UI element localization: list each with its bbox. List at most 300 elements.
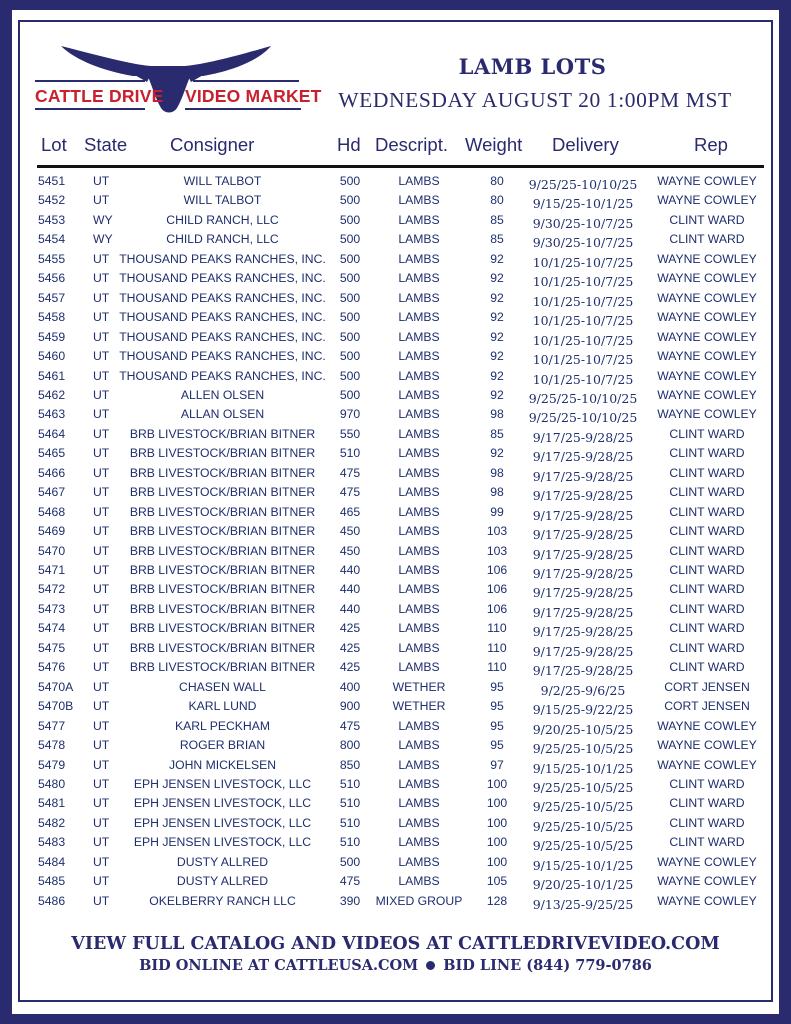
logo-underline-left [35,108,145,110]
description: LAMBS [398,776,440,791]
logo-left-text: CATTLE DRIVE [35,86,164,106]
description: MIXED GROUP [375,893,463,908]
header-delivery: Delivery [552,134,619,155]
rep: CLINT WARD [669,504,745,519]
delivery-window: 9/25/25-10/5/25 [532,779,634,795]
table-row [0,425,791,444]
consigner: CHILD RANCH, LLC [166,212,279,227]
weight: 92 [490,290,504,305]
delivery-window: 9/30/25-10/7/25 [532,215,634,231]
table-row [0,756,791,775]
consigner: WILL TALBOT [183,174,262,188]
table-row [0,658,791,677]
description: WETHER [392,679,446,694]
page-title: LAMB LOTS [458,54,607,79]
rep: CLINT WARD [669,621,745,636]
delivery-window: 10/1/25-10/7/25 [532,352,634,368]
rep: CLINT WARD [669,776,745,791]
description: LAMBS [398,407,440,422]
description: LAMBS [398,601,440,616]
description: LAMBS [398,426,440,441]
state: UT [93,563,110,577]
lot-number: 5454 [38,232,66,247]
lot-number: 5482 [38,815,66,830]
consigner: BRB LIVESTOCK/BRIAN BITNER [129,563,316,577]
head-count: 500 [339,251,361,266]
consigner: THOUSAND PEAKS RANCHES, INC. [119,290,326,305]
head-count: 500 [339,290,361,305]
weight: 92 [490,387,504,402]
delivery-window: 10/1/25-10/7/25 [532,254,634,270]
state: UT [93,251,110,266]
description: LAMBS [398,563,440,577]
logo-rule-right [193,80,299,82]
consigner: EPH JENSEN LIVESTOCK, LLC [133,796,312,811]
table-row [0,580,791,599]
lot-number: 5453 [38,212,66,227]
weight: 100 [486,796,508,811]
rep: CLINT WARD [669,543,745,558]
lot-number: 5486 [38,893,66,908]
head-count: 500 [339,193,361,208]
delivery-window: 9/17/25-9/28/25 [532,663,634,679]
rep: WAYNE COWLEY [657,893,757,908]
table-row [0,386,791,405]
description: LAMBS [398,232,440,247]
state: UT [93,738,110,753]
delivery-window: 10/1/25-10/7/25 [532,371,634,387]
rep: CLINT WARD [669,660,745,675]
rep: WAYNE COWLEY [657,271,757,286]
rep: CLINT WARD [669,212,745,227]
state: UT [93,796,110,811]
rep: CLINT WARD [669,465,745,480]
description: LAMBS [398,174,440,188]
header-lot: Lot [41,134,67,155]
weight: 103 [486,543,508,558]
head-count: 500 [339,310,361,325]
delivery-window: 9/25/25-10/5/25 [532,799,634,815]
state: WY [93,232,113,247]
table-row [0,347,791,366]
delivery-window: 9/2/25-9/6/25 [540,682,626,698]
rep: WAYNE COWLEY [657,407,757,422]
table-row [0,561,791,580]
consigner: BRB LIVESTOCK/BRIAN BITNER [129,660,316,675]
state: UT [93,835,110,850]
weight: 100 [486,776,508,791]
header-rep: Rep [694,134,728,155]
consigner: CHASEN WALL [179,679,266,694]
rep: WAYNE COWLEY [657,874,757,889]
lot-number: 5459 [38,329,66,344]
rep: WAYNE COWLEY [657,349,757,364]
head-count: 510 [339,835,361,850]
delivery-window: 10/1/25-10/7/25 [532,293,634,309]
consigner: BRB LIVESTOCK/BRIAN BITNER [129,504,316,519]
rep: CLINT WARD [669,524,745,539]
lot-number: 5460 [38,349,66,364]
head-count: 510 [339,815,361,830]
consigner: THOUSAND PEAKS RANCHES, INC. [119,349,326,364]
lot-number: 5473 [38,601,66,616]
delivery-window: 9/17/25-9/28/25 [532,449,634,465]
lot-number: 5475 [38,640,66,655]
delivery-window: 9/25/25-10/5/25 [532,818,634,834]
head-count: 500 [339,174,361,188]
weight: 106 [486,582,508,597]
head-count: 970 [339,407,361,422]
state: UT [93,640,110,655]
lot-number: 5474 [38,621,66,636]
description: LAMBS [398,543,440,558]
state: UT [93,601,110,616]
weight: 95 [490,718,504,733]
table-row [0,872,791,891]
weight: 92 [490,368,504,383]
weight: 85 [490,426,504,441]
weight: 106 [486,601,508,616]
description: LAMBS [398,212,440,227]
head-count: 440 [339,601,361,616]
description: LAMBS [398,310,440,325]
state: UT [93,193,110,208]
table-row [0,697,791,716]
head-count: 465 [339,504,361,519]
state: UT [93,543,110,558]
delivery-window: 9/17/25-9/28/25 [532,624,634,640]
table-row [0,853,791,872]
table-row [0,289,791,308]
consigner: BRB LIVESTOCK/BRIAN BITNER [129,582,316,597]
header-state: State [84,134,128,155]
description: LAMBS [398,524,440,539]
state: WY [93,212,113,227]
rep: WAYNE COWLEY [657,174,757,188]
rep: WAYNE COWLEY [657,387,757,402]
consigner: BRB LIVESTOCK/BRIAN BITNER [129,426,316,441]
table-row [0,211,791,230]
description: LAMBS [398,446,440,461]
lot-number: 5485 [38,874,66,889]
table-row [0,814,791,833]
delivery-window: 9/17/25-9/28/25 [532,429,634,445]
head-count: 450 [339,543,361,558]
table-row [0,522,791,541]
lot-number: 5477 [38,718,66,733]
delivery-window: 9/25/25-10/10/25 [528,177,638,192]
head-count: 425 [339,660,361,675]
head-count: 475 [339,485,361,500]
description: LAMBS [398,854,440,869]
head-count: 425 [339,621,361,636]
state: UT [93,718,110,733]
logo-underline-right [185,108,301,110]
state: UT [93,874,110,889]
description: LAMBS [398,738,440,753]
lot-number: 5483 [38,835,66,850]
head-count: 510 [339,796,361,811]
weight: 92 [490,446,504,461]
head-count: 500 [339,368,361,383]
table-row [0,639,791,658]
table-row [0,717,791,736]
delivery-window: 9/17/25-9/28/25 [532,546,634,562]
description: LAMBS [398,251,440,266]
description: LAMBS [398,757,440,772]
consigner: THOUSAND PEAKS RANCHES, INC. [119,329,326,344]
delivery-window: 9/17/25-9/28/25 [532,488,634,504]
head-count: 500 [339,387,361,402]
description: LAMBS [398,271,440,286]
head-count: 510 [339,776,361,791]
state: UT [93,504,110,519]
consigner: BRB LIVESTOCK/BRIAN BITNER [129,446,316,461]
lot-number: 5468 [38,504,66,519]
consigner: OKELBERRY RANCH LLC [149,893,296,908]
head-count: 440 [339,582,361,597]
delivery-window: 9/15/25-10/1/25 [532,196,634,212]
weight: 97 [490,757,504,772]
weight: 105 [486,874,508,889]
rep: CORT JENSEN [664,679,750,694]
head-count: 390 [339,893,361,908]
lot-number: 5479 [38,757,66,772]
delivery-window: 9/25/25-10/5/25 [532,838,634,854]
state: UT [93,815,110,830]
consigner: EPH JENSEN LIVESTOCK, LLC [133,776,312,791]
state: UT [93,368,110,383]
table-row [0,503,791,522]
weight: 98 [490,407,504,422]
header-consigner: Consigner [170,134,255,155]
table-row [0,542,791,561]
consigner: THOUSAND PEAKS RANCHES, INC. [119,310,326,325]
weight: 98 [490,465,504,480]
bid-line-text: BID LINE (844) 779-0786 [443,957,652,974]
rep: WAYNE COWLEY [657,757,757,772]
description: LAMBS [398,504,440,519]
delivery-window: 9/20/25-10/5/25 [532,721,634,737]
header-weight: Weight [465,134,523,155]
logo [33,40,322,115]
head-count: 425 [339,640,361,655]
description: LAMBS [398,582,440,597]
rep: WAYNE COWLEY [657,368,757,383]
state: UT [93,271,110,286]
weight: 95 [490,699,504,714]
weight: 100 [486,854,508,869]
consigner: BRB LIVESTOCK/BRIAN BITNER [129,640,316,655]
consigner: DUSTY ALLRED [176,874,269,889]
head-count: 850 [339,757,361,772]
description: LAMBS [398,835,440,850]
delivery-window: 9/25/25-10/10/25 [528,390,638,406]
head-count: 500 [339,854,361,869]
weight: 110 [487,660,507,675]
logo-right-text: VIDEO MARKET [185,86,322,106]
head-count: 510 [339,446,361,461]
rep: WAYNE COWLEY [657,329,757,344]
head-count: 900 [339,699,361,714]
table-row [0,444,791,463]
head-count: 550 [339,426,361,441]
rep: CLINT WARD [669,815,745,830]
rep: CLINT WARD [669,640,745,655]
lot-number: 5466 [38,465,66,480]
consigner: BRB LIVESTOCK/BRIAN BITNER [129,485,316,500]
state: UT [93,329,110,344]
description: WETHER [392,699,446,714]
consigner: THOUSAND PEAKS RANCHES, INC. [119,368,326,383]
description: LAMBS [398,815,440,830]
table-row [0,367,791,386]
consigner: EPH JENSEN LIVESTOCK, LLC [133,835,312,850]
state: UT [93,582,110,597]
consigner: ALLEN OLSEN [180,387,265,402]
rep: CLINT WARD [669,582,745,597]
delivery-window: 10/1/25-10/7/25 [532,332,634,348]
lot-number: 5452 [38,193,66,208]
weight: 80 [490,193,504,208]
description: LAMBS [398,874,440,889]
head-count: 500 [339,232,361,247]
lot-number: 5470B [38,699,74,714]
table-row [0,269,791,288]
table-row [0,678,791,697]
rep: CLINT WARD [669,563,745,577]
state: UT [93,699,110,714]
table-row [0,250,791,269]
weight: 95 [490,679,504,694]
rep: CLINT WARD [669,835,745,850]
lot-number: 5472 [38,582,66,597]
consigner: JOHN MICKELSEN [169,757,276,772]
weight: 106 [486,563,508,577]
state: UT [93,349,110,364]
state: UT [93,660,110,675]
table-row [0,172,791,191]
rep: CLINT WARD [669,446,745,461]
weight: 100 [486,815,508,830]
table-row [0,619,791,638]
header-descript: Descript. [375,134,448,155]
description: LAMBS [398,465,440,480]
lot-number: 5470 [38,543,66,558]
lot-number: 5484 [38,854,66,869]
rep: WAYNE COWLEY [657,193,757,208]
catalog-line: VIEW FULL CATALOG AND VIDEOS AT CATTLEDRIVEVIDEO.COM [71,934,720,954]
sale-date: WEDNESDAY AUGUST 20 1:00PM MST [338,88,732,112]
delivery-window: 9/15/25-9/22/25 [532,702,634,718]
weight: 85 [490,232,504,247]
weight: 99 [490,504,504,519]
rep: WAYNE COWLEY [657,854,757,869]
delivery-window: 9/30/25-10/7/25 [532,235,634,251]
table-row [0,483,791,502]
state: UT [93,407,110,422]
consigner: THOUSAND PEAKS RANCHES, INC. [119,271,326,286]
weight: 92 [490,251,504,266]
head-count: 500 [339,271,361,286]
delivery-window: 9/17/25-9/28/25 [532,566,634,581]
table-row [0,464,791,483]
table-row [0,308,791,327]
description: LAMBS [398,387,440,402]
delivery-window: 9/15/25-10/1/25 [532,760,634,776]
table-row [0,794,791,813]
state: UT [93,524,110,539]
state: UT [93,174,110,188]
bid-info-line [20,957,771,974]
lot-number: 5481 [38,796,66,811]
consigner: THOUSAND PEAKS RANCHES, INC. [119,251,326,266]
state: UT [93,310,110,325]
weight: 110 [487,621,507,636]
description: LAMBS [398,329,440,344]
delivery-window: 10/1/25-10/7/25 [532,274,634,290]
state: UT [93,621,110,636]
consigner: CHILD RANCH, LLC [166,232,279,247]
lot-number: 5476 [38,660,66,675]
consigner: WILL TALBOT [183,193,262,208]
table-row [0,405,791,424]
table-row [0,833,791,852]
state: UT [93,465,110,480]
rep: CORT JENSEN [664,699,750,714]
consigner: BRB LIVESTOCK/BRIAN BITNER [129,621,316,636]
state: UT [93,485,110,500]
rep: WAYNE COWLEY [657,310,757,325]
description: LAMBS [398,368,440,383]
state: UT [93,893,110,908]
description: LAMBS [398,193,440,208]
delivery-window: 9/20/25-10/1/25 [532,877,634,893]
table-row [0,230,791,249]
lot-number: 5458 [38,310,66,325]
delivery-window: 9/25/25-10/10/25 [528,410,638,426]
description: LAMBS [398,485,440,500]
head-count: 500 [339,329,361,344]
delivery-window: 9/17/25-9/28/25 [532,527,634,543]
rep: CLINT WARD [669,601,745,616]
lot-number: 5467 [38,485,66,500]
consigner: ROGER BRIAN [179,738,266,753]
state: UT [93,290,110,305]
description: LAMBS [398,290,440,305]
lot-number: 5463 [38,407,66,422]
weight: 85 [490,212,504,227]
header-divider [37,165,764,168]
state: UT [93,679,110,694]
lot-number: 5457 [38,290,66,305]
head-count: 400 [339,679,361,694]
state: UT [93,757,110,772]
delivery-window: 10/1/25-10/7/25 [532,313,634,329]
consigner: BRB LIVESTOCK/BRIAN BITNER [129,465,316,480]
weight: 103 [486,524,508,539]
delivery-window: 9/17/25-9/28/25 [532,585,634,601]
consigner: KARL PECKHAM [174,718,271,733]
weight: 98 [490,485,504,500]
description: LAMBS [398,660,440,675]
table-row [0,775,791,794]
description: LAMBS [398,640,440,655]
weight: 92 [490,310,504,325]
lot-number: 5480 [38,776,66,791]
lot-number: 5451 [38,174,66,188]
table-row [0,736,791,755]
